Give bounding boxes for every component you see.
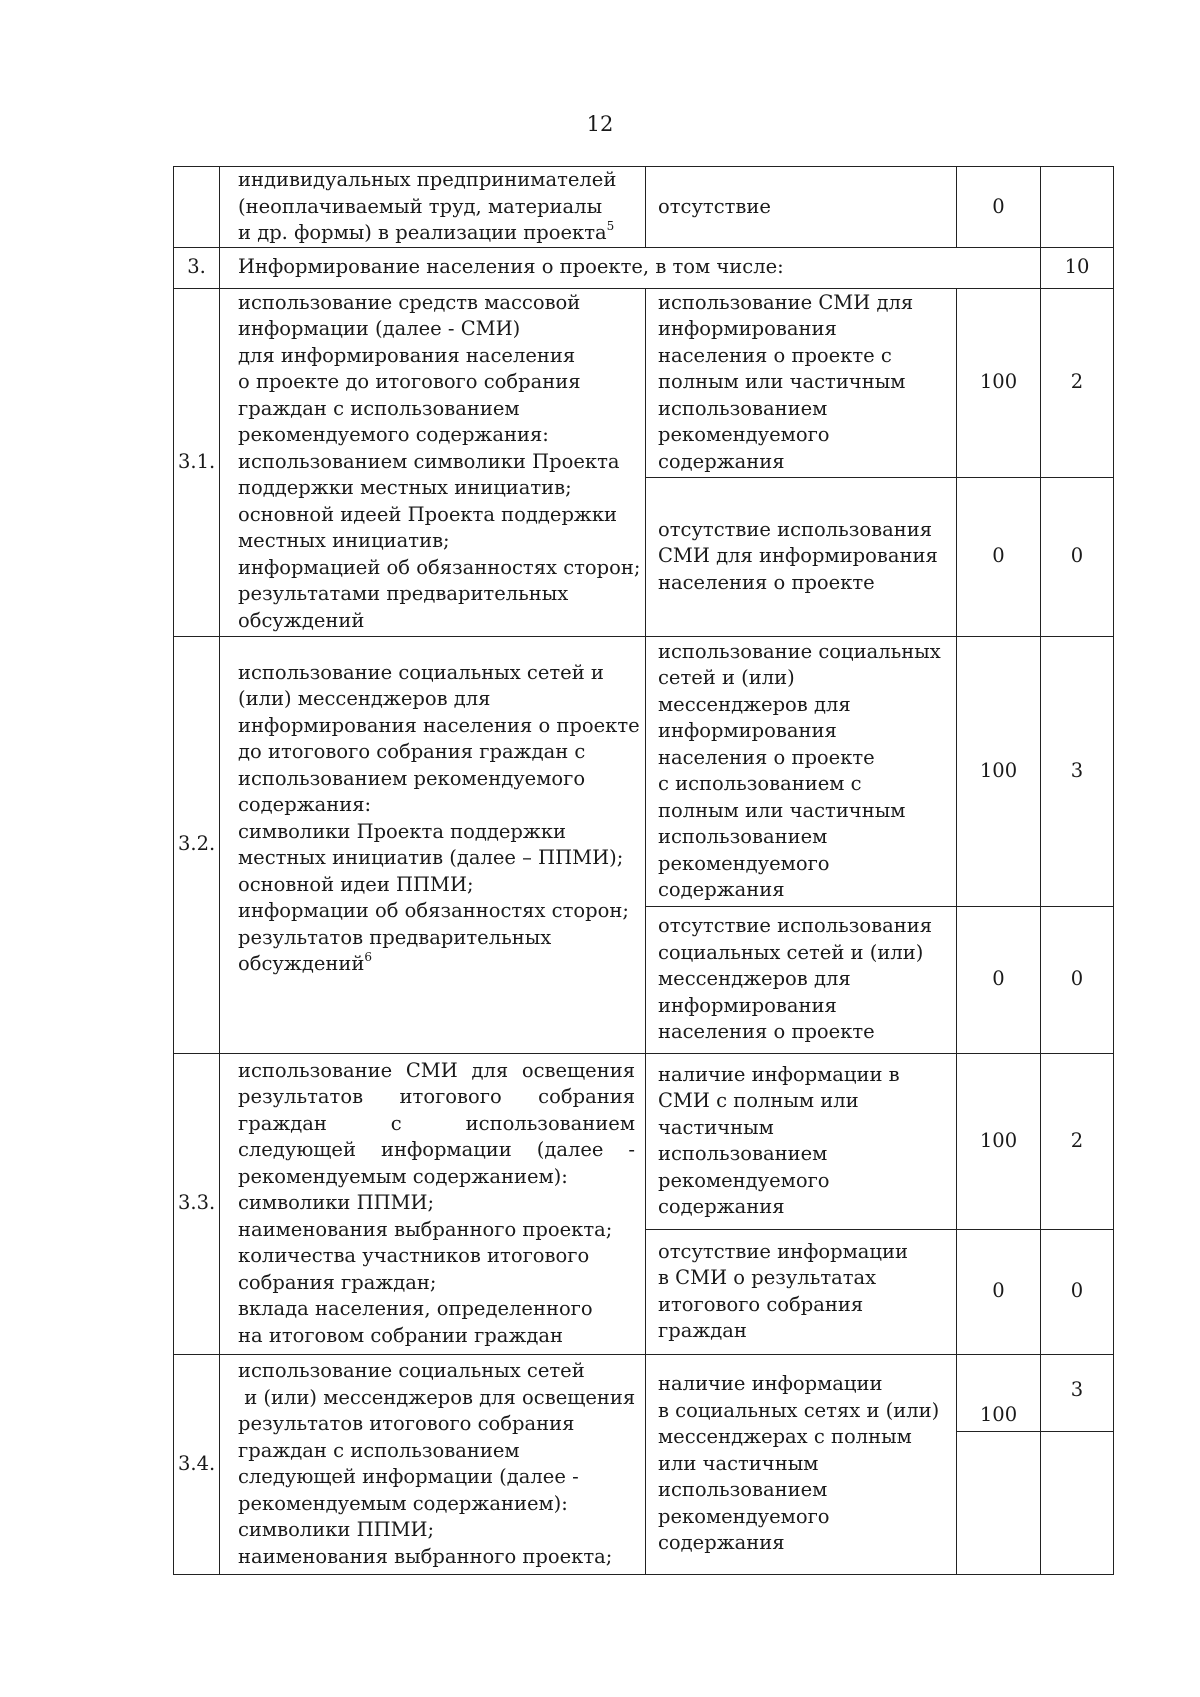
value-line: отсутствие использования <box>658 517 933 541</box>
value-line: мессенджеров для <box>658 967 851 991</box>
table-row-section-3 <box>174 247 1114 288</box>
criterion-line: индивидуальных предпринимателей <box>238 168 617 191</box>
footnote-marker: 5 <box>606 219 615 233</box>
criterion-line: информирования населения о проекте <box>238 713 640 737</box>
value-line: социальных сетей и (или) <box>658 940 924 964</box>
value-cell <box>646 1229 957 1354</box>
section-title: Информирование населения о проекте, в том числе: <box>220 247 1041 288</box>
criterion-line: основной идеи ППМИ; <box>238 872 474 896</box>
criterion-line: использование СМИ для освещения <box>238 1058 635 1082</box>
value-line: отсутствие использования <box>658 914 933 938</box>
criterion-line: информацией об обязанностях сторон; <box>238 555 641 579</box>
criterion-line: обсуждений <box>238 608 365 632</box>
row-number-cell: 3. <box>174 247 220 288</box>
criterion-line: для информирования населения <box>238 343 576 367</box>
value-line: содержания <box>658 449 785 473</box>
score-cell <box>957 1431 1041 1574</box>
criterion-line: результатов итогового собрания <box>238 1412 575 1435</box>
value-cell <box>646 1354 957 1574</box>
weight-cell: 2 <box>1041 1053 1114 1229</box>
page-number: 12 <box>586 112 614 136</box>
value-line: использованием <box>658 396 828 420</box>
value-line: содержания <box>658 1531 785 1555</box>
table-row-3-3 <box>174 1053 1114 1229</box>
table-row-3-4 <box>174 1354 1114 1431</box>
criterion-line: использование социальных сетей и <box>238 660 604 684</box>
criterion-cell <box>220 636 646 1053</box>
value-line: СМИ с полным или <box>658 1089 859 1112</box>
criterion-line: собрания граждан; <box>238 1270 437 1294</box>
score-cell: 0 <box>957 1229 1041 1354</box>
criterion-line: на итоговом собрании граждан <box>238 1323 563 1347</box>
weight-cell <box>1041 1431 1114 1574</box>
value-line: наличие информации <box>658 1372 883 1396</box>
criterion-line: и (или) мессенджеров для освещения <box>238 1385 636 1409</box>
value-line: рекомендуемого <box>658 1504 830 1528</box>
value-line: информирования <box>658 719 837 742</box>
footnote-marker: 6 <box>364 950 372 964</box>
weight-cell: 10 <box>1041 247 1114 288</box>
value-cell <box>646 1053 957 1229</box>
criterion-line: использованием рекомендуемого <box>238 766 586 790</box>
value-cell <box>646 288 957 477</box>
score-cell: 0 <box>957 167 1041 248</box>
score-cell: 0 <box>957 477 1041 636</box>
criterion-line: результатами предварительных <box>238 582 569 606</box>
value-line: граждан <box>658 1319 747 1342</box>
value-line: рекомендуемого <box>658 851 830 875</box>
criterion-line: использование средств массовой <box>238 290 581 314</box>
criterion-line: информации (далее - СМИ) <box>238 317 521 341</box>
value-line: использование социальных <box>658 639 941 663</box>
criterion-line: символики ППМИ; <box>238 1191 435 1215</box>
weight-cell: 0 <box>1041 1229 1114 1354</box>
criterion-line: следующей информации (далее - <box>238 1465 579 1488</box>
table-row <box>174 167 1114 248</box>
value-line: рекомендуемого <box>658 1168 830 1192</box>
value-line: наличие информации в <box>658 1062 900 1086</box>
score-cell: 100 <box>957 288 1041 477</box>
value-line: использованием <box>658 1478 828 1502</box>
score-cell: 100 <box>957 1053 1041 1229</box>
criterion-line: обсуждений$^6$ <box>238 950 372 975</box>
criteria-table <box>173 166 1114 1575</box>
criterion-line: наименования выбранного проекта; <box>238 1544 613 1568</box>
score-cell: 0 <box>957 906 1041 1053</box>
row-number-cell: 3.3. <box>174 1053 220 1354</box>
value-line: содержания <box>658 1195 785 1218</box>
score-cell: 100 <box>957 1354 1041 1431</box>
value-line: мессенджеров для <box>658 692 851 716</box>
criterion-line: использованием символики Проекта <box>238 449 620 473</box>
criterion-line: поддержки местных инициатив; <box>238 476 572 500</box>
value-line: использованием <box>658 1142 828 1165</box>
value-line: населения о проекте <box>658 745 875 769</box>
criterion-line: следующей информации (далее - <box>238 1138 635 1162</box>
criterion-line: и др. формы) в реализации проекта$^5$ <box>238 219 615 244</box>
value-line: рекомендуемого <box>658 423 830 447</box>
criterion-line: результатов предварительных <box>238 925 552 949</box>
criterion-line: граждан с использованием <box>238 1438 520 1462</box>
criterion-line: результатов итогового собрания <box>238 1085 635 1109</box>
criterion-line: (неоплачиваемый труд, материалы <box>238 194 603 218</box>
value-cell <box>646 906 957 1053</box>
value-line: использование СМИ для <box>658 290 914 314</box>
table-row-3-1 <box>174 288 1114 477</box>
spacer <box>238 978 641 1030</box>
row-number-cell: 3.4. <box>174 1354 220 1574</box>
criterion-line: местных инициатив; <box>238 529 450 553</box>
criterion-line: о проекте до итогового собрания <box>238 370 581 394</box>
row-number-cell: 3.2. <box>174 636 220 1053</box>
criterion-cell <box>220 1354 646 1574</box>
value-line: в СМИ о результатах <box>658 1266 877 1289</box>
weight-cell: 0 <box>1041 906 1114 1053</box>
value-line: населения о проекте <box>658 1020 875 1044</box>
value-cell <box>646 636 957 906</box>
row-number-cell <box>174 167 220 248</box>
value-line: СМИ для информирования <box>658 544 938 568</box>
value-line: населения о проекте с <box>658 343 892 367</box>
value-line: отсутствие информации <box>658 1239 908 1263</box>
criterion-line: основной идеей Проекта поддержки <box>238 502 618 526</box>
weight-cell: 2 <box>1041 288 1114 477</box>
score-cell: 100 <box>957 636 1041 906</box>
value-line: населения о проекте <box>658 570 875 594</box>
value-line: полным или частичным <box>658 798 906 822</box>
criterion-line: информации об обязанностях сторон; <box>238 899 629 922</box>
criterion-cell <box>220 1053 646 1354</box>
criterion-line: рекомендуемого содержания: <box>238 423 549 447</box>
value-line: мессенджерах с полным <box>658 1425 912 1449</box>
weight-cell: 3 <box>1041 1354 1114 1431</box>
criterion-line: граждан с использованием <box>238 396 520 420</box>
criterion-cell <box>220 167 646 248</box>
criterion-line: содержания: <box>238 793 372 816</box>
value-line: содержания <box>658 878 785 901</box>
criterion-line: вклада населения, определенного <box>238 1297 593 1321</box>
weight-cell: 0 <box>1041 477 1114 636</box>
criterion-line: местных инициатив (далее – ППМИ); <box>238 846 624 869</box>
value-line: итогового собрания <box>658 1292 864 1316</box>
criterion-line: символики ППМИ; <box>238 1518 435 1541</box>
criterion-line: граждан с использованием <box>238 1111 635 1135</box>
criterion-line: использование социальных сетей <box>238 1359 585 1382</box>
value-line: сетей и (или) <box>658 666 795 689</box>
criterion-cell <box>220 288 646 636</box>
value-cell: отсутствие <box>646 167 957 248</box>
value-line: информирования <box>658 993 837 1017</box>
criterion-line: количества участников итогового <box>238 1244 590 1268</box>
value-line: с использованием с <box>658 772 862 795</box>
criterion-line: (или) мессенджеров для <box>238 687 491 710</box>
weight-cell <box>1041 167 1114 248</box>
criterion-line: рекомендуемым содержанием): <box>238 1491 568 1515</box>
criterion-line: символики Проекта поддержки <box>238 819 567 843</box>
weight-cell: 3 <box>1041 636 1114 906</box>
value-line: использованием <box>658 825 828 848</box>
criterion-line: до итогового собрания граждан с <box>238 740 586 763</box>
row-number-cell: 3.1. <box>174 288 220 636</box>
value-line: в социальных сетях и (или) <box>658 1398 940 1422</box>
value-line: информирования <box>658 317 837 341</box>
value-line: или частичным <box>658 1451 819 1475</box>
value-line: полным или частичным <box>658 370 906 394</box>
table-row-3-2 <box>174 636 1114 906</box>
criterion-line: рекомендуемым содержанием): <box>238 1164 568 1188</box>
value-line: частичным <box>658 1115 774 1139</box>
criterion-line: наименования выбранного проекта; <box>238 1217 613 1241</box>
value-cell <box>646 477 957 636</box>
